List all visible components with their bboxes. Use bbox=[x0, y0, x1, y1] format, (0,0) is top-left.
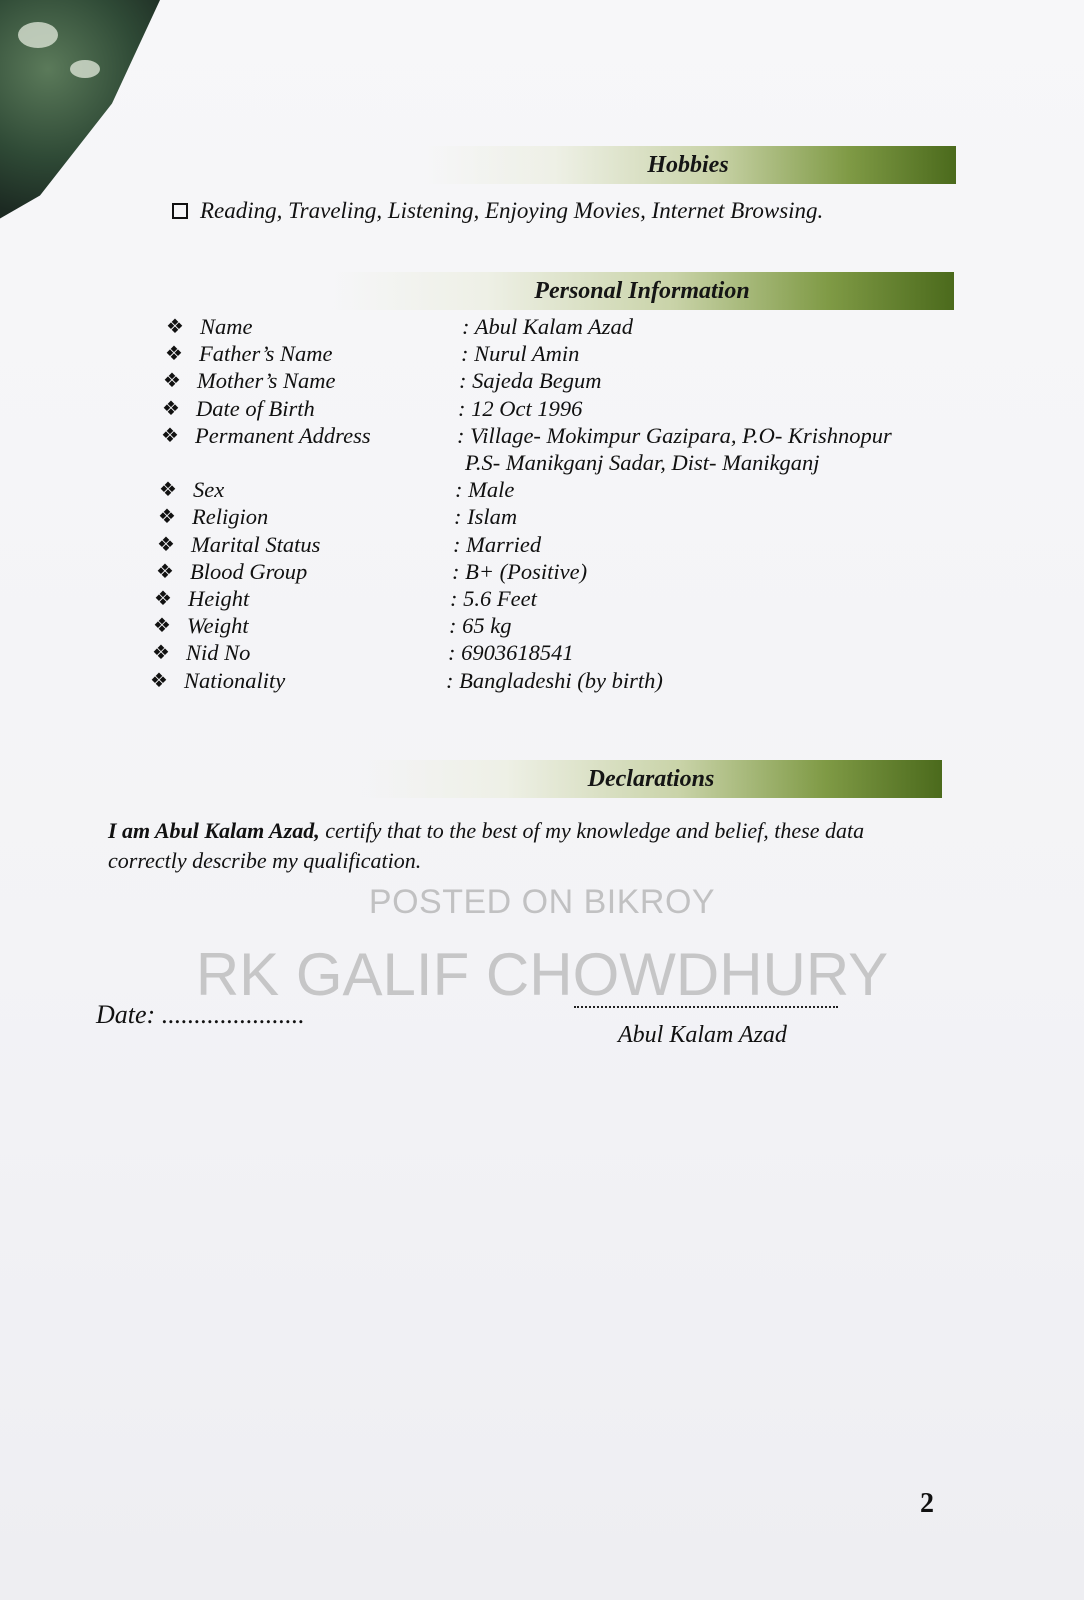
diamond-bullet-icon: ❖ bbox=[158, 506, 176, 528]
info-label: Sex bbox=[193, 477, 225, 502]
info-value: : Nurul Amin bbox=[461, 341, 580, 366]
checkbox-icon bbox=[172, 203, 188, 219]
page-number: 2 bbox=[920, 1488, 934, 1519]
info-label: Permanent Address bbox=[195, 423, 371, 448]
diamond-bullet-icon: ❖ bbox=[156, 561, 174, 583]
diamond-bullet-icon: ❖ bbox=[161, 425, 179, 447]
declaration-text bbox=[108, 816, 948, 876]
diamond-bullet-icon: ❖ bbox=[154, 588, 172, 610]
personal-info-title: Personal Information bbox=[534, 277, 750, 304]
info-label: Religion bbox=[192, 504, 269, 529]
info-label: Date of Birth bbox=[196, 396, 315, 421]
diamond-bullet-icon: ❖ bbox=[166, 316, 184, 338]
info-value: : Sajeda Begum bbox=[459, 368, 602, 393]
diamond-bullet-icon: ❖ bbox=[163, 370, 181, 392]
info-label: Nationality bbox=[184, 668, 286, 693]
info-value: : Married bbox=[453, 532, 542, 557]
diamond-bullet-icon: ❖ bbox=[165, 343, 183, 365]
declaration-body: certify that to the best of my knowledge and belief, these data correctly describe my qualification. bbox=[108, 818, 865, 873]
declarations-title: Declarations bbox=[587, 765, 715, 792]
declaration-name: I am Abul Kalam Azad, bbox=[108, 818, 320, 843]
diamond-bullet-icon: ❖ bbox=[162, 398, 180, 420]
hobbies-text: Reading, Traveling, Listening, Enjoying Movies, Internet Browsing. bbox=[200, 198, 824, 223]
info-label: Marital Status bbox=[191, 532, 321, 557]
personal-info-header-bar bbox=[330, 272, 954, 310]
hobbies-list bbox=[172, 198, 823, 224]
info-label: Blood Group bbox=[190, 559, 308, 584]
watermark-posted-on: POSTED ON BIKROY bbox=[368, 883, 716, 921]
info-value: : 6903618541 bbox=[448, 640, 574, 665]
corner-photo-fragment bbox=[0, 0, 160, 230]
hobbies-title: Hobbies bbox=[647, 151, 729, 178]
info-value: : Village- Mokimpur Gazipara, P.O- Krishnopur bbox=[457, 423, 892, 448]
info-value: : 12 Oct 1996 bbox=[458, 396, 583, 421]
diamond-bullet-icon: ❖ bbox=[153, 615, 171, 637]
info-label: Mother’s Name bbox=[197, 368, 336, 393]
photo-highlight bbox=[70, 60, 100, 78]
date-label: Date: ...................... bbox=[96, 1000, 305, 1029]
info-value: : 5.6 Feet bbox=[450, 586, 537, 611]
diamond-bullet-icon: ❖ bbox=[157, 534, 175, 556]
info-value-continued: P.S- Manikganj Sadar, Dist- Manikganj bbox=[465, 450, 820, 475]
diamond-bullet-icon: ❖ bbox=[152, 642, 170, 664]
signature-name: Abul Kalam Azad bbox=[618, 1022, 787, 1048]
hobbies-header-bar bbox=[420, 146, 956, 184]
info-value: : Islam bbox=[454, 504, 518, 529]
diamond-bullet-icon: ❖ bbox=[150, 670, 168, 692]
declarations-header-bar bbox=[360, 760, 942, 798]
info-value: : Male bbox=[455, 477, 515, 502]
info-value: : 65 kg bbox=[449, 613, 512, 638]
info-label: Nid No bbox=[186, 640, 251, 665]
info-value: : Abul Kalam Azad bbox=[462, 314, 634, 339]
diamond-bullet-icon: ❖ bbox=[159, 479, 177, 501]
info-value: : B+ (Positive) bbox=[452, 559, 588, 584]
info-label: Father’s Name bbox=[199, 341, 333, 366]
info-label: Height bbox=[188, 586, 250, 611]
info-label: Name bbox=[200, 314, 253, 339]
signature-line bbox=[574, 1006, 838, 1008]
info-value: : Bangladeshi (by birth) bbox=[446, 668, 663, 693]
photo-highlight bbox=[18, 22, 58, 48]
info-label: Weight bbox=[187, 613, 249, 638]
watermark-name: RK GALIF CHOWDHURY bbox=[195, 941, 889, 1008]
